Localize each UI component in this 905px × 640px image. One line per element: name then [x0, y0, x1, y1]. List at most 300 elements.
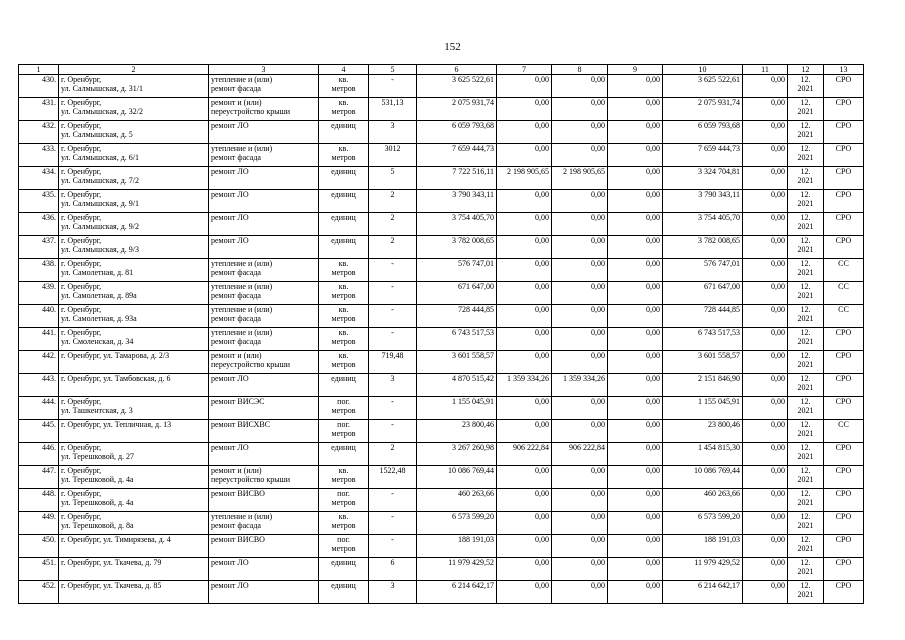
cell-c12 [788, 374, 824, 397]
cell-c4 [319, 420, 369, 443]
period-line: 2021 [797, 130, 814, 139]
unit-line: единиц [331, 443, 356, 452]
quantity: - [391, 397, 394, 406]
cell-c11 [743, 581, 788, 604]
address-line: г. Оренбург, ул. Тамбовская, д. 6 [61, 374, 171, 383]
cell-c2 [59, 144, 209, 167]
cost-column-8: 0,00 [591, 351, 605, 360]
cell-c4 [319, 213, 369, 236]
cost-column-9: 0,00 [646, 121, 660, 130]
cell-c8 [552, 167, 608, 190]
cell-c4 [319, 581, 369, 604]
cost-column-11: 0,00 [771, 512, 785, 521]
cell-c12 [788, 558, 824, 581]
cell-c12 [788, 512, 824, 535]
cell-c9 [608, 512, 663, 535]
cell-c11 [743, 351, 788, 374]
quantity: 5 [390, 167, 395, 176]
cell-c1 [19, 190, 59, 213]
cell-c2 [59, 558, 209, 581]
cell-c6 [417, 259, 497, 282]
row-number: 443. [42, 374, 56, 383]
cost-column-7: 2 198 905,65 [507, 167, 549, 176]
cell-c10 [663, 190, 743, 213]
period-line: 12. [800, 190, 811, 199]
cell-c3 [209, 397, 319, 420]
address-line: г. Оренбург, [61, 512, 102, 521]
method-code: СРО [835, 558, 852, 567]
cell-c9 [608, 144, 663, 167]
quantity: 531,13 [381, 98, 404, 107]
quantity: - [391, 535, 394, 544]
cell-c7 [497, 558, 552, 581]
cost-column-8: 0,00 [591, 282, 605, 291]
cell-c7 [497, 443, 552, 466]
row-number: 446. [42, 443, 56, 452]
cell-c8 [552, 144, 608, 167]
work-type-line: ремонт ЛО [211, 581, 249, 590]
row-number: 451. [42, 558, 56, 567]
method-code: СРО [835, 167, 852, 176]
cost-column-10: 6 059 793,68 [698, 121, 740, 130]
work-type-line: ремонт ЛО [211, 558, 249, 567]
method-code: СРО [835, 489, 852, 498]
cell-c5 [369, 236, 417, 259]
period-line: 2021 [797, 314, 814, 323]
quantity: - [391, 512, 394, 521]
address-line: ул. Терешковой, д. 8а [61, 521, 134, 530]
method-code: СС [838, 259, 849, 268]
cell-c4 [319, 489, 369, 512]
work-type-line: утепление и (или) [211, 282, 273, 291]
unit-line: единиц [331, 558, 356, 567]
cost-column-11: 0,00 [771, 374, 785, 383]
cell-c13 [824, 512, 864, 535]
cell-c8 [552, 489, 608, 512]
period-line: 12. [800, 236, 811, 245]
period-line: 2021 [797, 360, 814, 369]
cell-c5 [369, 443, 417, 466]
table-row [19, 144, 864, 167]
cost-column-8: 0,00 [591, 512, 605, 521]
cell-c3 [209, 466, 319, 489]
cell-c2 [59, 167, 209, 190]
cell-c4 [319, 190, 369, 213]
cell-c7 [497, 259, 552, 282]
method-code: СРО [835, 190, 852, 199]
cell-c5 [369, 397, 417, 420]
cell-c5 [369, 351, 417, 374]
method-code: СРО [835, 397, 852, 406]
cell-c4 [319, 305, 369, 328]
cell-c5 [369, 374, 417, 397]
period-line: 2021 [797, 245, 814, 254]
cell-c13 [824, 558, 864, 581]
unit-line: метров [331, 475, 356, 484]
work-type-line: ремонт ЛО [211, 443, 249, 452]
cell-c10 [663, 558, 743, 581]
cell-c3 [209, 236, 319, 259]
address-line: г. Оренбург, [61, 75, 102, 84]
cell-c9 [608, 535, 663, 558]
cell-c11 [743, 466, 788, 489]
cell-c10 [663, 397, 743, 420]
row-number: 442. [42, 351, 56, 360]
unit-line: метров [331, 521, 356, 530]
unit-line: метров [331, 314, 356, 323]
column-header-9: 9 [608, 65, 663, 75]
cell-c12 [788, 489, 824, 512]
cell-c11 [743, 420, 788, 443]
cell-c2 [59, 466, 209, 489]
period-line: 12. [800, 144, 811, 153]
unit-line: метров [331, 268, 356, 277]
cost-column-8: 0,00 [591, 190, 605, 199]
unit-line: кв. [338, 144, 349, 153]
cell-c8 [552, 420, 608, 443]
table-row [19, 121, 864, 144]
unit-line: метров [331, 429, 356, 438]
unit-line: кв. [338, 328, 349, 337]
address-line: г. Оренбург, [61, 443, 102, 452]
total-cost: 3 601 558,57 [452, 351, 494, 360]
cell-c10 [663, 466, 743, 489]
row-number: 445. [42, 420, 56, 429]
cell-c4 [319, 75, 369, 98]
cell-c11 [743, 75, 788, 98]
cell-c5 [369, 535, 417, 558]
cost-column-7: 0,00 [535, 236, 549, 245]
quantity: - [391, 75, 394, 84]
row-number: 450. [42, 535, 56, 544]
period-line: 12. [800, 581, 811, 590]
cost-column-10: 3 782 008,65 [698, 236, 740, 245]
cell-c6 [417, 351, 497, 374]
quantity: 2 [390, 213, 395, 222]
cell-c13 [824, 351, 864, 374]
cell-c11 [743, 236, 788, 259]
work-type-line: ремонт ВИСХВС [211, 420, 271, 429]
total-cost: 11 979 429,52 [448, 558, 494, 567]
cell-c9 [608, 282, 663, 305]
quantity: - [391, 420, 394, 429]
cell-c3 [209, 282, 319, 305]
cell-c2 [59, 213, 209, 236]
cost-column-10: 3 601 558,57 [698, 351, 740, 360]
unit-line: метров [331, 337, 356, 346]
table-row [19, 489, 864, 512]
cost-column-10: 576 747,01 [704, 259, 740, 268]
cell-c13 [824, 144, 864, 167]
address-line: г. Оренбург, [61, 190, 102, 199]
cost-column-10: 1 454 815,30 [698, 443, 740, 452]
table-row [19, 581, 864, 604]
cell-c5 [369, 75, 417, 98]
address-line: г. Оренбург, [61, 305, 102, 314]
cell-c7 [497, 190, 552, 213]
table-row [19, 167, 864, 190]
cell-c5 [369, 512, 417, 535]
cell-c8 [552, 397, 608, 420]
period-line: 2021 [797, 383, 814, 392]
cost-column-7: 0,00 [535, 512, 549, 521]
cell-c13 [824, 259, 864, 282]
row-number: 436. [42, 213, 56, 222]
cell-c4 [319, 144, 369, 167]
unit-line: кв. [338, 512, 349, 521]
period-line: 12. [800, 213, 811, 222]
period-line: 2021 [797, 475, 814, 484]
method-code: СС [838, 282, 849, 291]
quantity: 2 [390, 236, 395, 245]
cell-c1 [19, 374, 59, 397]
cell-c5 [369, 98, 417, 121]
cost-column-11: 0,00 [771, 420, 785, 429]
cell-c7 [497, 121, 552, 144]
cell-c8 [552, 305, 608, 328]
quantity: - [391, 489, 394, 498]
cell-c2 [59, 512, 209, 535]
period-line: 12. [800, 305, 811, 314]
cost-column-9: 0,00 [646, 535, 660, 544]
unit-line: единиц [331, 213, 356, 222]
cell-c6 [417, 75, 497, 98]
work-type-line: ремонт ЛО [211, 190, 249, 199]
period-line: 2021 [797, 153, 814, 162]
total-cost: 460 263,66 [458, 489, 494, 498]
cell-c13 [824, 535, 864, 558]
cell-c7 [497, 420, 552, 443]
row-number: 435. [42, 190, 56, 199]
cost-column-9: 0,00 [646, 328, 660, 337]
unit-line: единиц [331, 581, 356, 590]
period-line: 2021 [797, 291, 814, 300]
unit-line: метров [331, 360, 356, 369]
cell-c8 [552, 535, 608, 558]
cell-c8 [552, 121, 608, 144]
cell-c7 [497, 512, 552, 535]
method-code: СС [838, 420, 849, 429]
cell-c13 [824, 213, 864, 236]
cell-c12 [788, 420, 824, 443]
work-type-line: ремонт фасада [211, 84, 261, 93]
cell-c11 [743, 374, 788, 397]
row-number: 431. [42, 98, 56, 107]
cost-column-11: 0,00 [771, 98, 785, 107]
work-type-line: ремонт ВИСВО [211, 535, 265, 544]
quantity: 2 [390, 190, 395, 199]
cost-column-11: 0,00 [771, 213, 785, 222]
table-row [19, 328, 864, 351]
cell-c2 [59, 98, 209, 121]
cell-c4 [319, 443, 369, 466]
cell-c5 [369, 305, 417, 328]
cell-c4 [319, 167, 369, 190]
unit-line: метров [331, 498, 356, 507]
address-line: г. Оренбург, [61, 489, 102, 498]
unit-line: единиц [331, 236, 356, 245]
cost-column-10: 3 324 704,81 [698, 167, 740, 176]
cost-column-7: 0,00 [535, 213, 549, 222]
period-line: 12. [800, 466, 811, 475]
cost-column-8: 0,00 [591, 466, 605, 475]
cell-c11 [743, 305, 788, 328]
row-number: 432. [42, 121, 56, 130]
cell-c6 [417, 167, 497, 190]
cost-column-11: 0,00 [771, 282, 785, 291]
quantity: 1522,48 [379, 466, 406, 475]
work-type-line: переустройство крыши [211, 475, 291, 484]
cost-column-7: 0,00 [535, 190, 549, 199]
cell-c1 [19, 213, 59, 236]
quantity: 3 [390, 374, 395, 383]
cost-column-10: 11 979 429,52 [694, 558, 740, 567]
method-code: СРО [835, 466, 852, 475]
cell-c3 [209, 98, 319, 121]
cost-column-9: 0,00 [646, 558, 660, 567]
total-cost: 4 870 515,42 [452, 374, 494, 383]
method-code: СРО [835, 121, 852, 130]
address-line: ул. Ташкентская, д. 3 [61, 406, 133, 415]
column-header-1: 1 [19, 65, 59, 75]
cell-c8 [552, 581, 608, 604]
address-line: г. Оренбург, [61, 98, 102, 107]
cost-column-7: 0,00 [535, 535, 549, 544]
cost-column-8: 0,00 [591, 420, 605, 429]
unit-line: пог. [337, 535, 350, 544]
cell-c7 [497, 213, 552, 236]
method-code: СРО [835, 443, 852, 452]
cell-c8 [552, 466, 608, 489]
cell-c9 [608, 213, 663, 236]
cost-column-10: 1 155 045,91 [698, 397, 740, 406]
total-cost: 1 155 045,91 [452, 397, 494, 406]
address-line: ул. Салмышская, д. 31/1 [61, 84, 144, 93]
cost-column-10: 23 800,46 [708, 420, 740, 429]
cell-c10 [663, 213, 743, 236]
cell-c4 [319, 236, 369, 259]
cell-c4 [319, 121, 369, 144]
cell-c3 [209, 190, 319, 213]
cell-c1 [19, 121, 59, 144]
cell-c3 [209, 558, 319, 581]
cell-c1 [19, 236, 59, 259]
cell-c4 [319, 397, 369, 420]
cost-column-9: 0,00 [646, 466, 660, 475]
cell-c10 [663, 75, 743, 98]
address-line: г. Оренбург, [61, 236, 102, 245]
cell-c7 [497, 305, 552, 328]
cell-c11 [743, 535, 788, 558]
cell-c2 [59, 259, 209, 282]
cost-column-9: 0,00 [646, 489, 660, 498]
cell-c8 [552, 374, 608, 397]
row-number: 444. [42, 397, 56, 406]
cell-c9 [608, 374, 663, 397]
cost-column-11: 0,00 [771, 121, 785, 130]
total-cost: 3 790 343,11 [452, 190, 494, 199]
quantity: 3012 [384, 144, 401, 153]
quantity: - [391, 282, 394, 291]
cell-c6 [417, 512, 497, 535]
quantity: 719,48 [381, 351, 404, 360]
cell-c7 [497, 351, 552, 374]
cell-c8 [552, 328, 608, 351]
total-cost: 3 754 405,70 [452, 213, 494, 222]
cost-column-8: 906 222,84 [569, 443, 605, 452]
cell-c13 [824, 305, 864, 328]
cell-c7 [497, 75, 552, 98]
cell-c5 [369, 167, 417, 190]
quantity: 2 [390, 443, 395, 452]
page-number: 152 [444, 41, 461, 53]
cell-c9 [608, 328, 663, 351]
cell-c12 [788, 167, 824, 190]
cell-c13 [824, 98, 864, 121]
cost-column-11: 0,00 [771, 236, 785, 245]
cell-c7 [497, 535, 552, 558]
cost-column-10: 6 743 517,53 [698, 328, 740, 337]
cost-column-11: 0,00 [771, 305, 785, 314]
cell-c5 [369, 282, 417, 305]
cell-c8 [552, 443, 608, 466]
table-row [19, 236, 864, 259]
unit-line: кв. [338, 259, 349, 268]
cost-column-11: 0,00 [771, 190, 785, 199]
work-type-line: ремонт ЛО [211, 374, 249, 383]
cell-c12 [788, 213, 824, 236]
column-header-6: 6 [417, 65, 497, 75]
address-line: ул. Салмышская, д. 7/2 [61, 176, 140, 185]
cell-c1 [19, 397, 59, 420]
cell-c3 [209, 167, 319, 190]
row-number: 452. [42, 581, 56, 590]
cost-column-11: 0,00 [771, 535, 785, 544]
table-row [19, 535, 864, 558]
cost-column-9: 0,00 [646, 512, 660, 521]
unit-line: метров [331, 291, 356, 300]
cell-c12 [788, 466, 824, 489]
cell-c9 [608, 98, 663, 121]
cell-c3 [209, 374, 319, 397]
cost-column-11: 0,00 [771, 397, 785, 406]
cost-column-9: 0,00 [646, 98, 660, 107]
address-line: ул. Салмышская, д. 6/1 [61, 153, 140, 162]
row-number: 439. [42, 282, 56, 291]
cost-column-8: 2 198 905,65 [563, 167, 605, 176]
cell-c13 [824, 374, 864, 397]
method-code: СРО [835, 351, 852, 360]
cell-c12 [788, 236, 824, 259]
cell-c7 [497, 144, 552, 167]
total-cost: 6 743 517,53 [452, 328, 494, 337]
cost-column-8: 1 359 334,26 [563, 374, 605, 383]
work-type-line: утепление и (или) [211, 305, 273, 314]
cell-c6 [417, 328, 497, 351]
cell-c5 [369, 121, 417, 144]
cell-c8 [552, 98, 608, 121]
table-row [19, 420, 864, 443]
cost-column-7: 0,00 [535, 420, 549, 429]
cell-c9 [608, 167, 663, 190]
cell-c9 [608, 305, 663, 328]
cell-c13 [824, 328, 864, 351]
total-cost: 6 059 793,68 [452, 121, 494, 130]
cost-column-8: 0,00 [591, 213, 605, 222]
address-line: г. Оренбург, [61, 213, 102, 222]
work-type-line: утепление и (или) [211, 75, 273, 84]
total-cost: 728 444,85 [458, 305, 494, 314]
